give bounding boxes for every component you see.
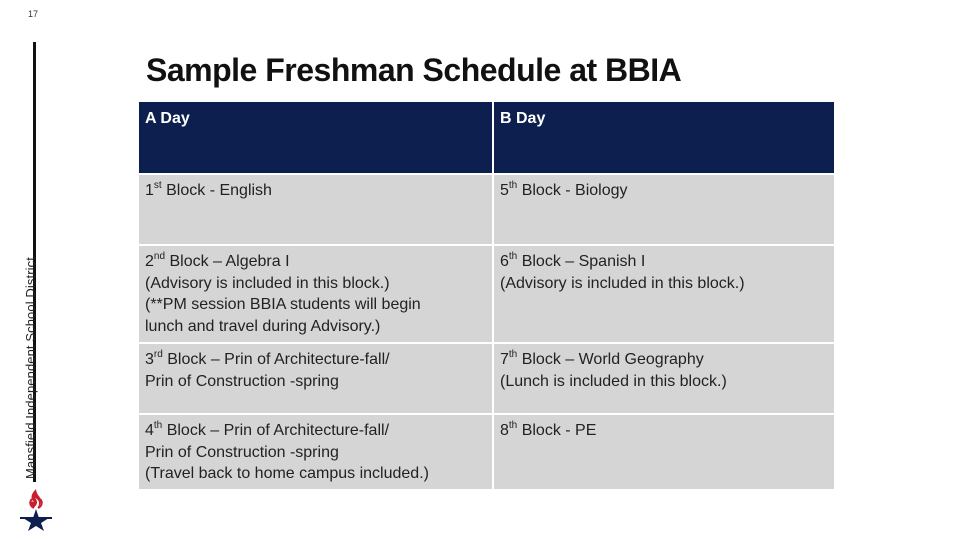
schedule-table (139, 102, 834, 489)
district-side-label: Mansfield Independent School District (23, 257, 38, 479)
header-b-day: B Day (492, 102, 834, 173)
header-a-day: A Day (139, 102, 492, 173)
table-row (139, 244, 834, 342)
page-title: Sample Freshman Schedule at BBIA (146, 52, 682, 88)
a-day-cell (139, 244, 492, 342)
cell-line: 4th Block – Prin of Architecture-fall/ (145, 419, 390, 439)
flame-icon (30, 489, 41, 508)
cell-line: lunch and travel during Advisory.) (145, 317, 381, 335)
a-day-cell (139, 413, 492, 489)
a-day-cell (139, 173, 492, 244)
cell-line: (**PM session BBIA students will begin (145, 296, 421, 313)
cell-line: (Lunch is included in this block.) (500, 372, 727, 390)
schedule-header-row (139, 102, 834, 173)
b-day-cell (492, 342, 834, 413)
cell-line: (Advisory is included in this block.) (500, 274, 745, 292)
b-day-cell (492, 173, 834, 244)
cell-line: (Advisory is included in this block.) (145, 274, 390, 292)
page-number: 17 (28, 9, 39, 19)
table-row (139, 342, 834, 413)
b-day-cell (492, 244, 834, 342)
cell-line: (Travel back to home campus included.) (145, 465, 429, 482)
district-logo-icon (18, 487, 54, 531)
cell-line: 7th Block – World Geography (500, 348, 704, 368)
cell-line: 5th Block - Biology (500, 179, 628, 199)
cell-line: Prin of Construction -spring (145, 372, 339, 390)
cell-line: 2nd Block – Algebra I (145, 250, 290, 270)
cell-line: 3rd Block – Prin of Architecture-fall/ (145, 348, 390, 368)
cell-line: 8th Block - PE (500, 419, 597, 439)
table-row (139, 413, 834, 489)
cell-line: 1st Block - English (145, 179, 272, 199)
cell-line: 6th Block – Spanish I (500, 250, 646, 270)
star-icon (23, 509, 49, 531)
table-row (139, 173, 834, 244)
b-day-cell (492, 413, 834, 489)
cell-line: Prin of Construction -spring (145, 443, 339, 461)
a-day-cell (139, 342, 492, 413)
